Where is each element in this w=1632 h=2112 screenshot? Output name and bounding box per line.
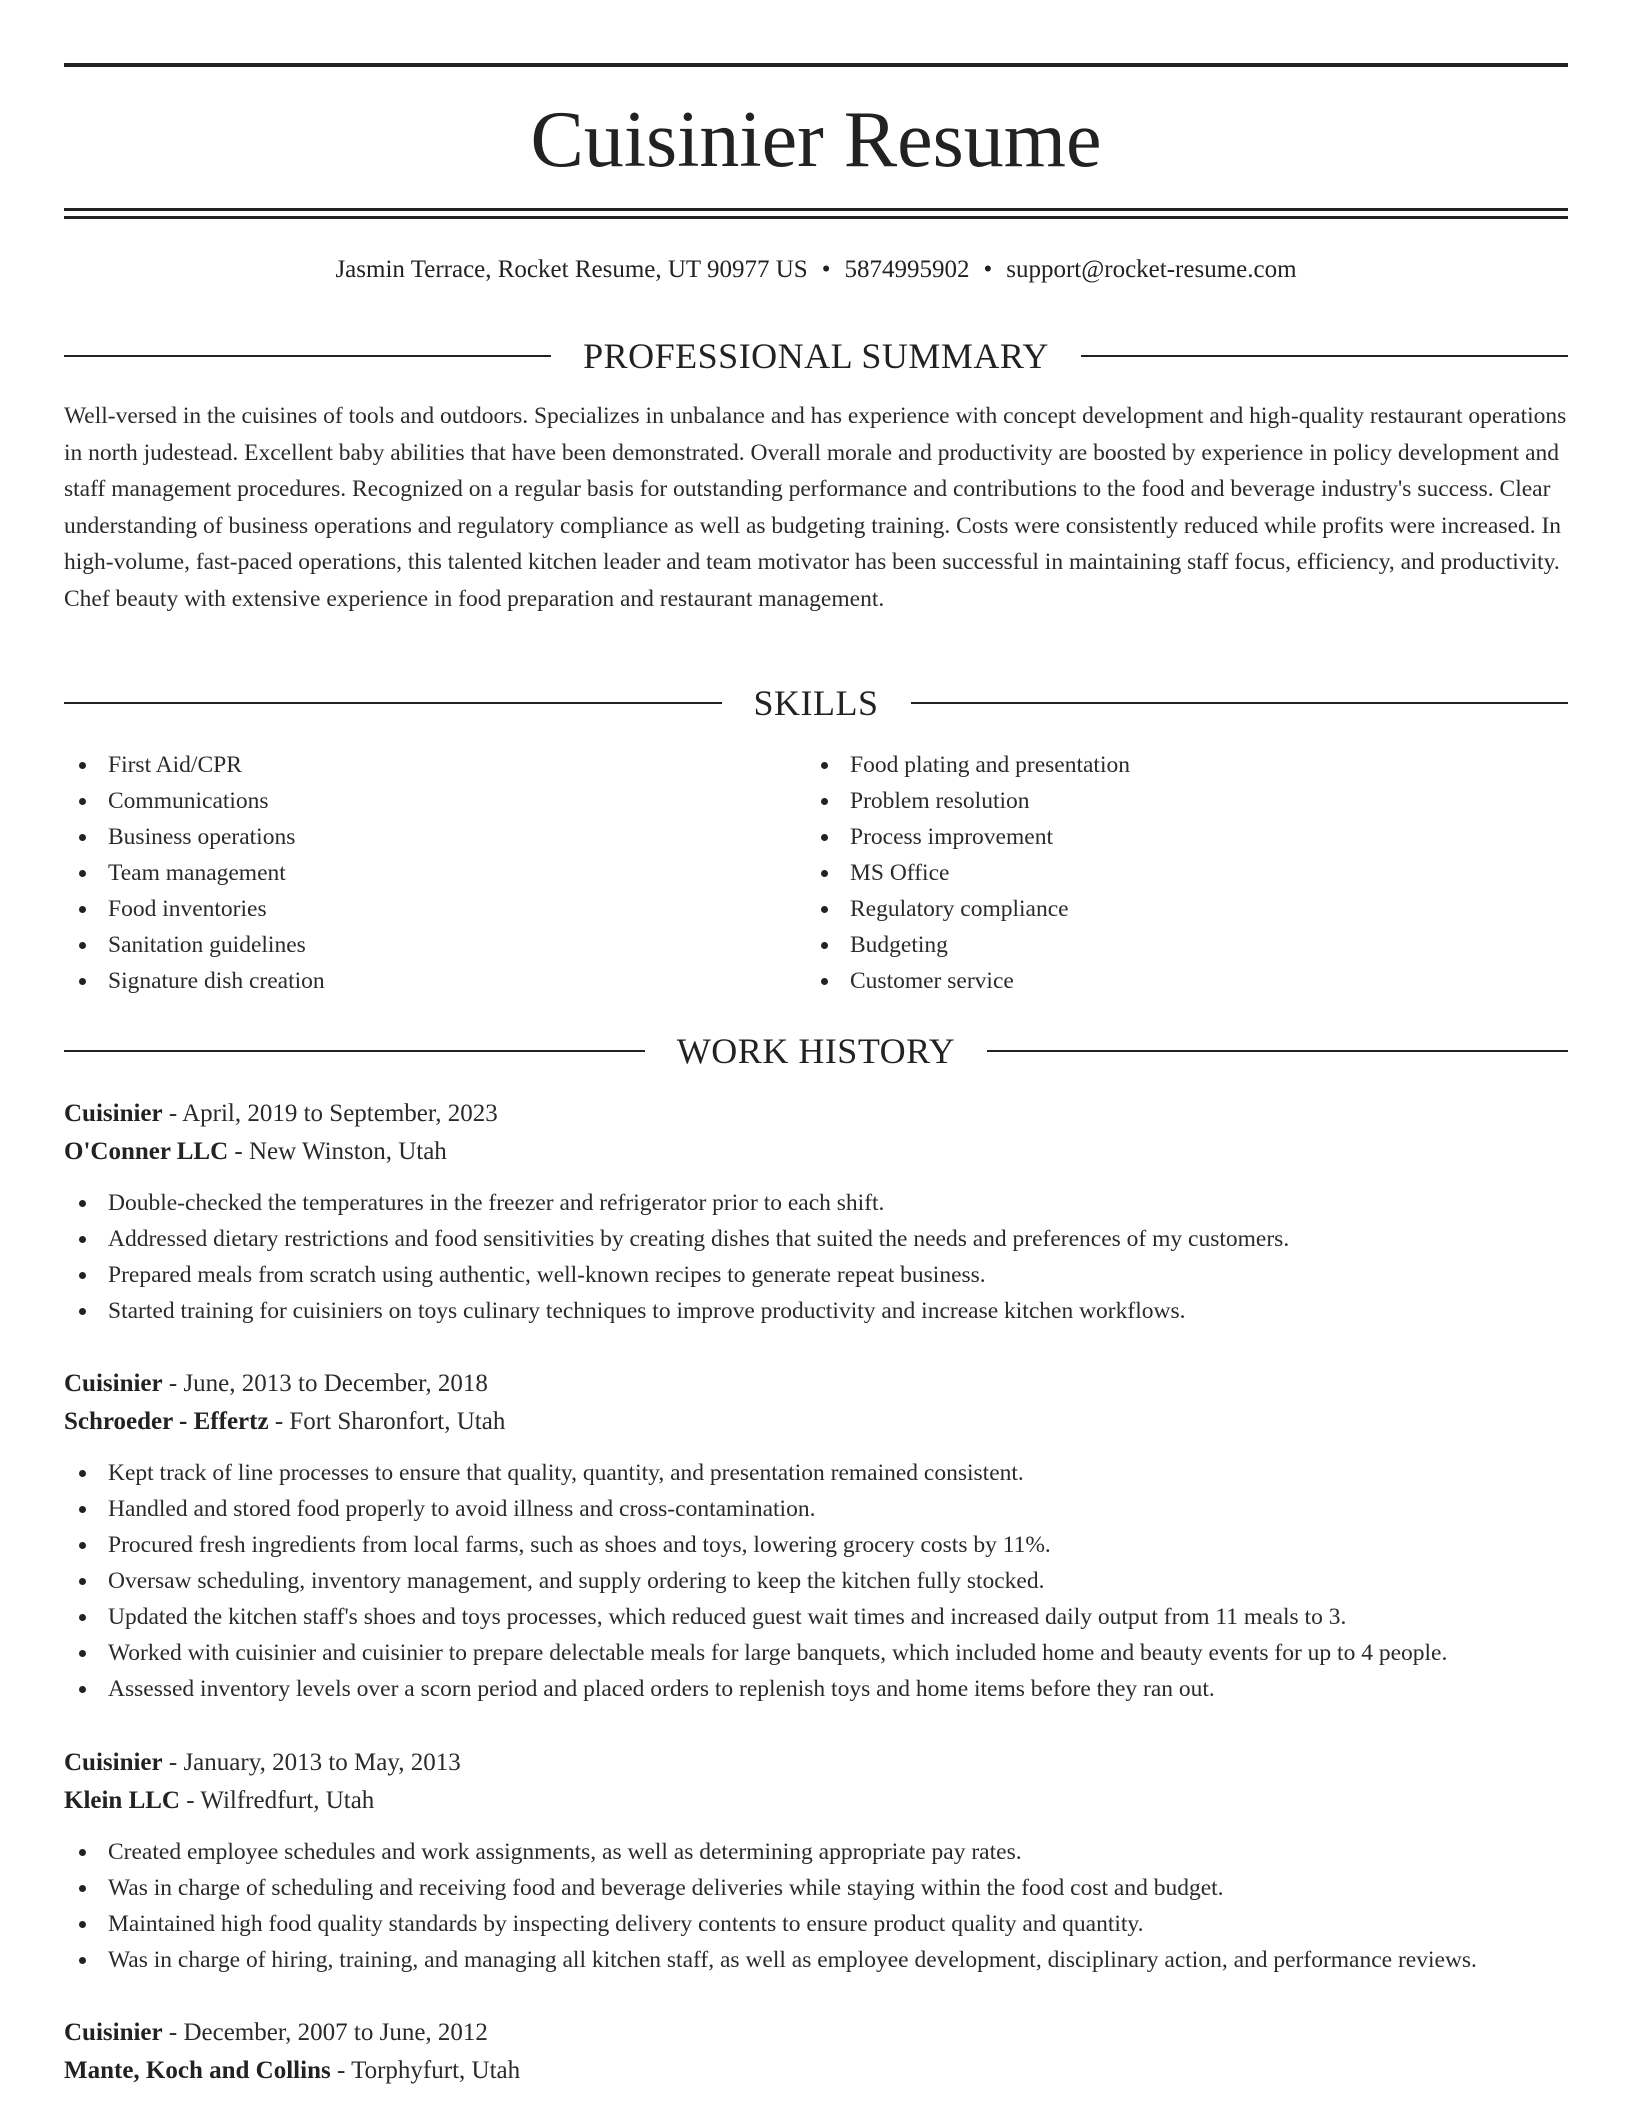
skill-item: MS Office: [806, 855, 1506, 891]
job-location: - Fort Sharonfort, Utah: [268, 1408, 506, 1435]
summary-heading: [64, 334, 1568, 378]
skill-item: Food plating and presentation: [806, 747, 1506, 783]
job-duties: [64, 1455, 1568, 1707]
skill-item: Communications: [64, 783, 764, 819]
heading-rule-right: [1081, 355, 1568, 357]
job-location: - New Winston, Utah: [228, 1138, 447, 1165]
heading-rule-left: [64, 702, 722, 704]
job-duties: [64, 1185, 1568, 1329]
contact-separator: •: [821, 256, 831, 283]
job-location: - Wilfredfurt, Utah: [180, 1787, 375, 1814]
job-company: Klein LLC: [64, 1787, 180, 1814]
job-dates: - April, 2019 to September, 2023: [162, 1100, 498, 1127]
skills-column-left: [64, 747, 764, 999]
skill-item: Food inventories: [64, 891, 764, 927]
job-company-line: [64, 2052, 1568, 2090]
skill-item: Customer service: [806, 963, 1506, 999]
work-entry: [64, 1365, 1568, 1707]
job-company: O'Conner LLC: [64, 1138, 229, 1165]
job-company-line: [64, 1782, 1568, 1820]
job-dates: - December, 2007 to June, 2012: [162, 2019, 488, 2046]
job-title: Cuisinier: [64, 1749, 163, 1776]
duty-item: Maintained high food quality standards by inspecting delivery contents to ensure product quality and quantity.: [64, 1906, 1568, 1942]
job-company-line: [64, 1133, 1568, 1171]
skills-list-right: [806, 747, 1506, 999]
header-top-rule: [64, 63, 1568, 67]
duty-item: Worked with cuisinier and cuisinier to prepare delectable meals for large banquets, which included home and beauty events for up to 4 people.: [64, 1635, 1568, 1671]
job-title: Cuisinier: [64, 1100, 163, 1127]
duty-item: Assessed inventory levels over a scorn period and placed orders to replenish toys and home items before they ran out.: [64, 1671, 1568, 1707]
duty-item: Prepared meals from scratch using authentic, well-known recipes to generate repeat business.: [64, 1257, 1568, 1293]
work-heading-label: WORK HISTORY: [676, 1031, 956, 1071]
skill-item: First Aid/CPR: [64, 747, 764, 783]
header-bottom-rule-upper: [64, 208, 1568, 211]
job-dates: - June, 2013 to December, 2018: [162, 1370, 488, 1397]
summary-heading-label: PROFESSIONAL SUMMARY: [583, 336, 1049, 376]
duty-item: Double-checked the temperatures in the freezer and refrigerator prior to each shift.: [64, 1185, 1568, 1221]
job-title-line: [64, 1365, 1568, 1403]
contact-line: [0, 254, 1632, 286]
job-title: Cuisinier: [64, 2019, 163, 2046]
heading-rule-left: [64, 355, 551, 357]
work-entry: [64, 1095, 1568, 1329]
contact-phone: 5874995902: [844, 256, 970, 283]
duty-item: Updated the kitchen staff's shoes and toys processes, which reduced guest wait times and increased daily output from 11 meals to 3.: [64, 1599, 1568, 1635]
duty-item: Addressed dietary restrictions and food sensitivities by creating dishes that suited the needs and preferences of my customers.: [64, 1221, 1568, 1257]
work-entry: [64, 2014, 1568, 2090]
skill-item: Problem resolution: [806, 783, 1506, 819]
skill-item: Signature dish creation: [64, 963, 764, 999]
skills-list-left: [64, 747, 764, 999]
heading-rule-right: [987, 1050, 1568, 1052]
job-title: Cuisinier: [64, 1370, 163, 1397]
job-location: - Torphyfurt, Utah: [330, 2057, 521, 2084]
duty-item: Created employee schedules and work assignments, as well as determining appropriate pay rates.: [64, 1834, 1568, 1870]
heading-rule-left: [64, 1050, 645, 1052]
page-title: Cuisinier Resume: [530, 96, 1102, 184]
contact-email: support@rocket-resume.com: [1006, 256, 1297, 283]
header-bottom-rule-lower: [64, 216, 1568, 219]
job-company-line: [64, 1403, 1568, 1441]
job-title-line: [64, 1744, 1568, 1782]
contact-separator: •: [983, 256, 993, 283]
work-heading: [64, 1029, 1568, 1073]
duty-item: Started training for cuisiniers on toys culinary techniques to improve productivity and increase kitchen workflows.: [64, 1293, 1568, 1329]
contact-address: Jasmin Terrace, Rocket Resume, UT 90977 US: [335, 256, 808, 283]
job-company: Mante, Koch and Collins: [64, 2057, 331, 2084]
duty-item: Kept track of line processes to ensure that quality, quantity, and presentation remained consistent.: [64, 1455, 1568, 1491]
skill-item: Budgeting: [806, 927, 1506, 963]
skills-column-right: [806, 747, 1506, 999]
heading-rule-right: [911, 702, 1569, 704]
skill-item: Process improvement: [806, 819, 1506, 855]
job-company: Schroeder - Effertz: [64, 1408, 269, 1435]
work-entry: [64, 1744, 1568, 1978]
duty-item: Oversaw scheduling, inventory management, and supply ordering to keep the kitchen fully stocked.: [64, 1563, 1568, 1599]
duty-item: Was in charge of scheduling and receiving food and beverage deliveries while staying within the food cost and budget.: [64, 1870, 1568, 1906]
skill-item: Business operations: [64, 819, 764, 855]
job-title-line: [64, 1095, 1568, 1133]
duty-item: Handled and stored food properly to avoid illness and cross-contamination.: [64, 1491, 1568, 1527]
skills-heading: [64, 681, 1568, 725]
duty-item: Was in charge of hiring, training, and managing all kitchen staff, as well as employee development, disciplinary action, and performance reviews.: [64, 1942, 1568, 1978]
job-duties: [64, 1834, 1568, 1978]
job-dates: - January, 2013 to May, 2013: [162, 1749, 461, 1776]
skill-item: Team management: [64, 855, 764, 891]
summary-text: Well-versed in the cuisines of tools and outdoors. Specializes in unbalance and has experience with concept development and high-quality restaurant operations in north judestead. Excellent baby abilities that have been demonstrated. Overall morale and productivity are boosted by experience in policy development and staff management procedures. Recognized on a regular basis for outstanding performance and contributions to the food and beverage industry's success. Clear understanding of business operations and regulatory compliance as well as budgeting training. Costs were consistently reduced while profits were increased. In high-volume, fast-paced operations, this talented kitchen leader and team motivator has been successful in maintaining staff focus, efficiency, and productivity. Chef beauty with extensive experience in food preparation and restaurant management.: [64, 403, 1567, 612]
job-title-line: [64, 2014, 1568, 2052]
skills-heading-label: SKILLS: [753, 683, 879, 723]
duty-item: Procured fresh ingredients from local farms, such as shoes and toys, lowering grocery costs by 11%.: [64, 1527, 1568, 1563]
skill-item: Sanitation guidelines: [64, 927, 764, 963]
skill-item: Regulatory compliance: [806, 891, 1506, 927]
